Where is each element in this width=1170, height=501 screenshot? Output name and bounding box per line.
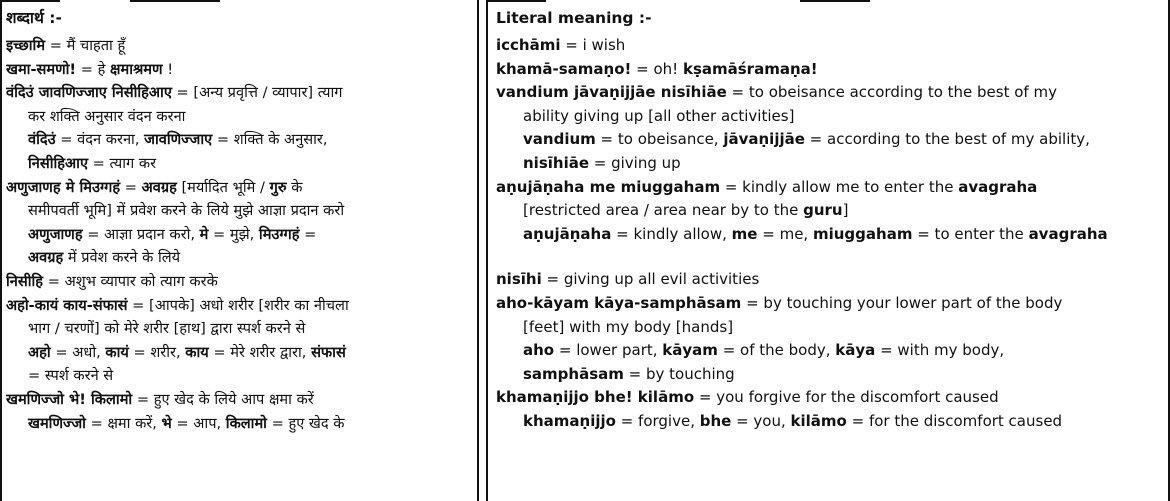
definition-text: = हुए खेद के लिये आप क्षमा करें: [132, 390, 314, 408]
term: भे: [161, 414, 172, 432]
definition-text: कर शक्ति अनुसार वंदन करना: [28, 107, 186, 125]
term: kṣamāśramaṇa!: [682, 59, 818, 78]
term: अणुजाणह: [28, 225, 83, 243]
term: kilāmo: [790, 411, 847, 430]
definition-text: = to obeisance according to the best of my: [726, 83, 1057, 102]
definition-text: = with my body,: [875, 341, 1005, 360]
glossary-line: [496, 199, 1168, 223]
glossary-line: [496, 268, 1168, 292]
definition-text: = अशुभ व्यापार को त्याग करके: [43, 272, 218, 290]
term: जावणिज्जाए: [144, 131, 213, 149]
term: खमणिज्जो: [28, 414, 86, 432]
glossary-line: [496, 81, 1168, 105]
term: अवग्रह: [141, 178, 177, 196]
term: खमा-समणो!: [6, 60, 77, 78]
definition-text: = by touching: [623, 364, 735, 383]
term: किलामो: [225, 414, 267, 432]
hindi-glossary-column: [0, 0, 479, 501]
term: काय: [185, 343, 209, 361]
definition-text: = मेरे शरीर द्वारा,: [208, 343, 312, 361]
term: aho-kāyam kāya-samphāsam: [496, 293, 742, 312]
glossary-line: [6, 105, 477, 129]
hindi-glossary-lines: [6, 34, 477, 435]
term: aṇujāṇaha: [523, 224, 612, 243]
glossary-line: [6, 176, 477, 200]
definition-text: में प्रवेश करने के लिये: [63, 249, 181, 267]
definition-text: = आज्ञा प्रदान करो,: [82, 225, 200, 243]
term: guru: [803, 201, 843, 220]
definition-text: = शरीर,: [128, 343, 186, 361]
term: गुरु: [269, 178, 287, 196]
definition-text: = oh!: [631, 59, 683, 78]
term: वंदिउं जावणिज्जाए निसीहिआए: [6, 84, 172, 102]
glossary-line: [496, 292, 1168, 316]
definition-text: = हे: [76, 60, 110, 78]
glossary-line: [496, 363, 1168, 387]
definition-text: = मैं चाहता हूँ: [45, 37, 126, 54]
term: निसीहि: [6, 272, 44, 290]
glossary-line: [6, 128, 477, 152]
glossary-line: [6, 364, 477, 388]
definition-text: के: [286, 178, 303, 196]
glossary-line: [6, 81, 477, 105]
glossary-line: [6, 34, 477, 58]
definition-text: = me,: [757, 224, 813, 243]
term: nisīhiāe: [523, 153, 590, 172]
term: निसीहिआए: [28, 154, 89, 172]
definition-text: समीपवर्ती भूमि] में प्रवेश करने के लिये मुझे आज्ञा प्रदान करो: [28, 202, 345, 220]
definition-text: = शक्ति के अनुसार,: [212, 131, 328, 149]
term: samphāsam: [523, 364, 624, 383]
term: मिउग्गहं: [258, 225, 300, 243]
definition-text: = kindly allow me to enter the: [720, 177, 959, 196]
term: खमणिज्जो भे! किलामो: [6, 390, 133, 408]
glossary-line: [6, 294, 477, 318]
term: nisīhi: [496, 270, 542, 289]
term: kāya: [835, 341, 876, 360]
glossary-line: [496, 223, 1168, 247]
glossary-line: [496, 316, 1168, 340]
term: इच्छामि: [6, 37, 46, 54]
glossary-line: [496, 339, 1168, 363]
term: khamā-samaṇo!: [496, 59, 632, 78]
glossary-line: [6, 388, 477, 412]
glossary-line: [6, 341, 477, 365]
definition-text: =: [299, 225, 317, 243]
definition-text: = त्याग कर: [88, 154, 157, 172]
definition-text: = [अन्य प्रवृत्ति / व्यापार] त्याग: [171, 84, 343, 102]
term: वंदिउं: [28, 131, 56, 149]
term: icchāmi: [496, 36, 561, 54]
english-heading: Literal meaning :-: [496, 9, 652, 27]
definition-text: = क्षमा करें,: [85, 414, 162, 432]
definition-text: = अधो,: [50, 343, 106, 361]
term: अणुजाणह मे मिउग्गहं: [6, 178, 121, 196]
term: miuggaham: [812, 224, 913, 243]
glossary-line: [496, 34, 1168, 58]
definition-text: = [आपके] अधो शरीर [शरीर का नीचला: [127, 296, 349, 314]
glossary-line: [496, 410, 1168, 434]
term: avagraha: [958, 177, 1038, 196]
term: अहो-कायं काय-संफासं: [6, 296, 128, 314]
spacer: [496, 246, 1168, 268]
term: avagraha: [1028, 224, 1108, 243]
definition-text: = forgive,: [615, 411, 700, 430]
definition-text: = स्पर्श करने से: [28, 367, 114, 385]
term: me: [731, 224, 758, 243]
term: aho: [523, 341, 555, 360]
glossary-line: [6, 246, 477, 270]
glossary-line: [6, 58, 477, 82]
glossary-line: [496, 152, 1168, 176]
definition-text: !: [162, 60, 174, 78]
term: अहो: [28, 343, 51, 361]
term: bhe: [699, 411, 732, 430]
definition-text: ability giving up [all other activities]: [523, 106, 795, 125]
term: कायं: [105, 343, 129, 361]
glossary-line: [6, 199, 477, 223]
glossary-line: [496, 176, 1168, 200]
term: अवग्रह: [28, 249, 64, 267]
definition-text: [feet] with my body [hands]: [523, 317, 734, 336]
term: khamaṇijjo: [523, 411, 616, 430]
definition-text: [मर्यादित भूमि /: [176, 178, 270, 196]
definition-text: = to enter the: [912, 224, 1029, 243]
hindi-heading: शब्दार्थ :-: [6, 9, 62, 27]
definition-text: = giving up all evil activities: [541, 270, 760, 289]
definition-text: = giving up: [589, 153, 681, 172]
definition-text: भाग / चरणों] को मेरे शरीर [हाथ] द्वारा स्पर्श करने से: [28, 320, 306, 338]
definition-text: = हुए खेद के: [266, 414, 345, 432]
definition-text: =: [120, 178, 142, 196]
term: vandium jāvaṇijjāe nisīhiāe: [496, 83, 727, 102]
term: aṇujāṇaha me miuggaham: [496, 177, 721, 196]
english-glossary-lines: [496, 34, 1168, 434]
glossary-line: [6, 412, 477, 436]
definition-text: = you,: [731, 411, 791, 430]
definition-text: = to obeisance,: [595, 130, 724, 149]
glossary-line: [6, 152, 477, 176]
definition-text: ]: [842, 201, 849, 220]
definition-text: = you forgive for the discomfort caused: [694, 388, 999, 407]
definition-text: [restricted area / area near by to the: [523, 201, 804, 220]
glossary-line: [496, 105, 1168, 129]
term: संफासं: [311, 343, 346, 361]
glossary-line: [6, 317, 477, 341]
definition-text: = वंदन करना,: [55, 131, 145, 149]
definition-text: = for the discomfort caused: [846, 411, 1063, 430]
definition-text: = according to the best of my ability,: [804, 130, 1090, 149]
definition-text: = by touching your lower part of the body: [741, 293, 1063, 312]
term: kāyam: [662, 341, 718, 360]
definition-text: = i wish: [560, 36, 626, 54]
term: khamaṇijjo bhe! kilāmo: [496, 388, 695, 407]
definition-text: = आप,: [171, 414, 226, 432]
english-glossary-column: [486, 0, 1170, 501]
term: jāvaṇijjāe: [723, 130, 805, 149]
definition-text: = मुझे,: [208, 225, 259, 243]
definition-text: = lower part,: [554, 341, 663, 360]
term: क्षमाश्रमण: [110, 60, 163, 78]
definition-text: = of the body,: [717, 341, 836, 360]
term: vandium: [523, 130, 596, 149]
term: मे: [199, 225, 209, 243]
glossary-line: [6, 223, 477, 247]
definition-text: = kindly allow,: [611, 224, 732, 243]
glossary-line: [6, 270, 477, 294]
glossary-line: [496, 386, 1168, 410]
glossary-line: [496, 128, 1168, 152]
glossary-line: [496, 58, 1168, 82]
